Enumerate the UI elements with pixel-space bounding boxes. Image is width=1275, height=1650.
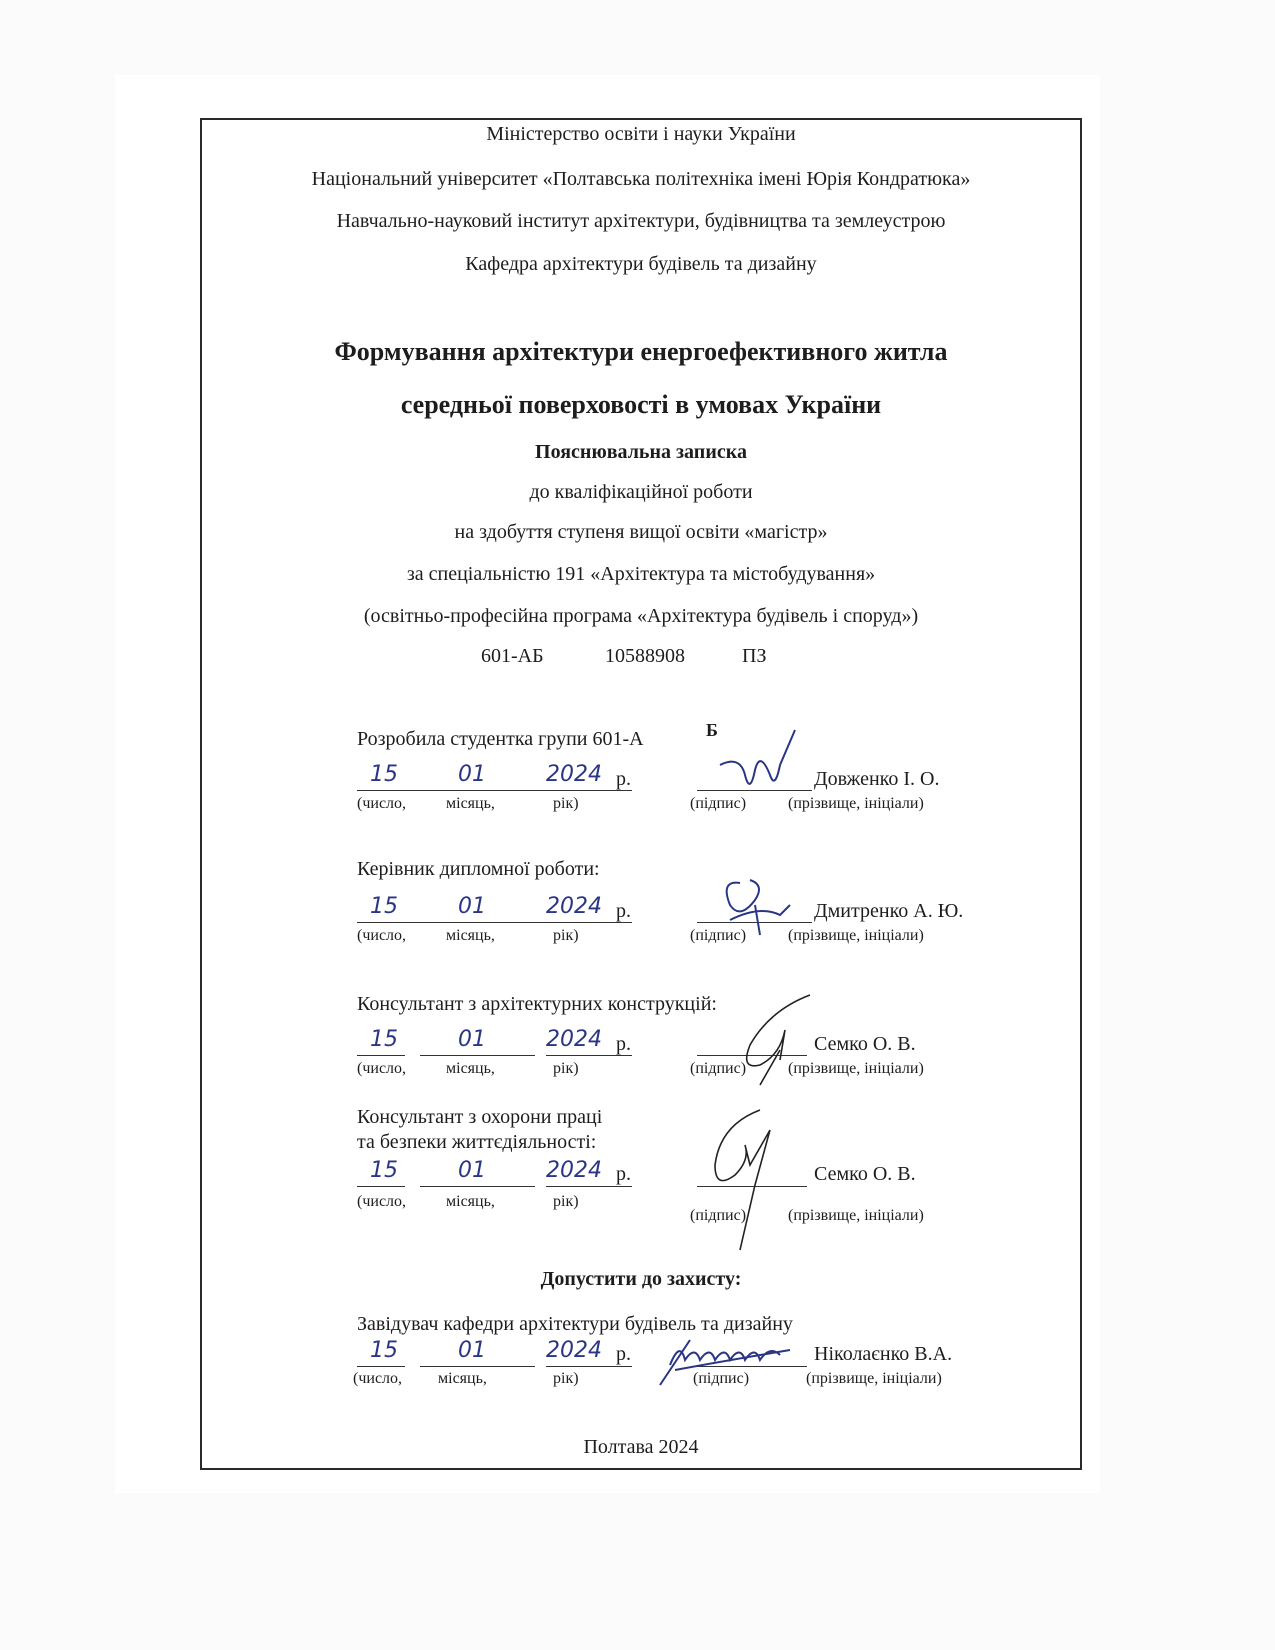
caption-month: місяць,: [446, 1060, 495, 1077]
department: Кафедра архітектури будівель та дизайну: [465, 253, 817, 275]
signature-dovzhenko: [700, 725, 810, 805]
caption-day: (число,: [357, 927, 407, 944]
footer-city-year: Полтава 2024: [583, 1436, 699, 1458]
date-month: 01: [458, 1158, 486, 1183]
caption-year: рік): [553, 1193, 579, 1210]
date-day: 15: [370, 762, 398, 787]
approval-heading: Допустити до захисту:: [540, 1268, 742, 1290]
block-label: Керівник дипломної роботи:: [357, 858, 600, 880]
year-suffix: р.: [616, 1033, 631, 1055]
signer-name: Ніколаєнко В.А.: [814, 1343, 953, 1365]
year-suffix: р.: [616, 768, 631, 790]
date-month: 01: [458, 1027, 486, 1052]
signer-name: Семко О. В.: [814, 1163, 916, 1185]
caption-year: рік): [553, 1370, 579, 1387]
caption-signature: (підпис): [690, 927, 747, 944]
signature-semko-2: [700, 1105, 800, 1255]
date-day: 15: [370, 1338, 398, 1363]
caption-name: (прізвище, ініціали): [788, 795, 924, 812]
caption-day: (число,: [357, 1193, 407, 1210]
caption-day: (число,: [357, 795, 407, 812]
ministry: Міністерство освіти і науки України: [486, 123, 796, 145]
signature-dmytrenko: [700, 875, 810, 945]
caption-year: рік): [553, 1060, 579, 1077]
caption-name: (прізвище, ініціали): [788, 927, 924, 944]
date-year: 2024: [546, 762, 602, 787]
block-label-extra: Б: [706, 720, 718, 740]
caption-day: (число,: [353, 1370, 403, 1387]
title-line-1: Формування архітектури енергоефективного житла: [334, 337, 948, 366]
date-day: 15: [370, 1158, 398, 1183]
date-day: 15: [370, 1027, 398, 1052]
caption-name: (прізвище, ініціали): [788, 1060, 924, 1077]
subtitle-line-1: до кваліфікаційної роботи: [529, 481, 753, 503]
signature-nikolaienko: [650, 1330, 810, 1390]
caption-year: рік): [553, 795, 579, 812]
signature-semko: [710, 990, 820, 1090]
date-year: 2024: [546, 1338, 602, 1363]
code-type: ПЗ: [742, 645, 767, 667]
title-line-2: середньої поверховості в умовах України: [400, 390, 882, 419]
institute: Навчально-науковий інститут архітектури, будівництва та землеустрою: [336, 210, 946, 232]
block-label-2: та безпеки життєдіяльності:: [357, 1131, 597, 1153]
code-group: 601-АБ: [481, 645, 544, 667]
caption-signature: (підпис): [690, 1207, 747, 1224]
date-year: 2024: [546, 1158, 602, 1183]
code-number: 10588908: [605, 645, 685, 667]
caption-signature: (підпис): [690, 795, 747, 812]
caption-year: рік): [553, 927, 579, 944]
date-month: 01: [458, 762, 486, 787]
date-month: 01: [458, 1338, 486, 1363]
date-month: 01: [458, 894, 486, 919]
block-label: Консультант з охорони праці: [357, 1106, 603, 1128]
subtitle-line-3: за спеціальністю 191 «Архітектура та містобудування»: [406, 563, 876, 585]
university: Національний університет «Полтавська політехніка імені Юрія Кондратюка»: [311, 168, 971, 190]
caption-month: місяць,: [438, 1370, 487, 1387]
caption-signature: (підпис): [690, 1060, 747, 1077]
signer-name: Дмитренко А. Ю.: [814, 900, 964, 922]
caption-month: місяць,: [446, 1193, 495, 1210]
block-label: Консультант з архітектурних конструкцій:: [357, 993, 717, 1015]
block-label: Розробила студентка групи 601-А: [357, 728, 644, 750]
approval-label: Завідувач кафедри архітектури будівель та дизайну: [357, 1313, 793, 1335]
year-suffix: р.: [616, 1343, 631, 1365]
caption-signature: (підпис): [693, 1370, 750, 1387]
year-suffix: р.: [616, 1163, 631, 1185]
caption-day: (число,: [357, 1060, 407, 1077]
caption-name: (прізвище, ініціали): [788, 1207, 924, 1224]
subtitle-line-4: (освітньо-професійна програма «Архітектура будівель і споруд»): [363, 605, 919, 627]
date-year: 2024: [546, 894, 602, 919]
caption-month: місяць,: [446, 927, 495, 944]
signer-name: Довженко І. О.: [814, 768, 940, 790]
caption-month: місяць,: [446, 795, 495, 812]
signer-name: Семко О. В.: [814, 1033, 916, 1055]
date-year: 2024: [546, 1027, 602, 1052]
subtitle-line-2: на здобуття ступеня вищої освіти «магістр»: [454, 521, 828, 543]
year-suffix: р.: [616, 900, 631, 922]
doc-type: Пояснювальна записка: [535, 441, 747, 463]
caption-name: (прізвище, ініціали): [806, 1370, 942, 1387]
date-day: 15: [370, 894, 398, 919]
